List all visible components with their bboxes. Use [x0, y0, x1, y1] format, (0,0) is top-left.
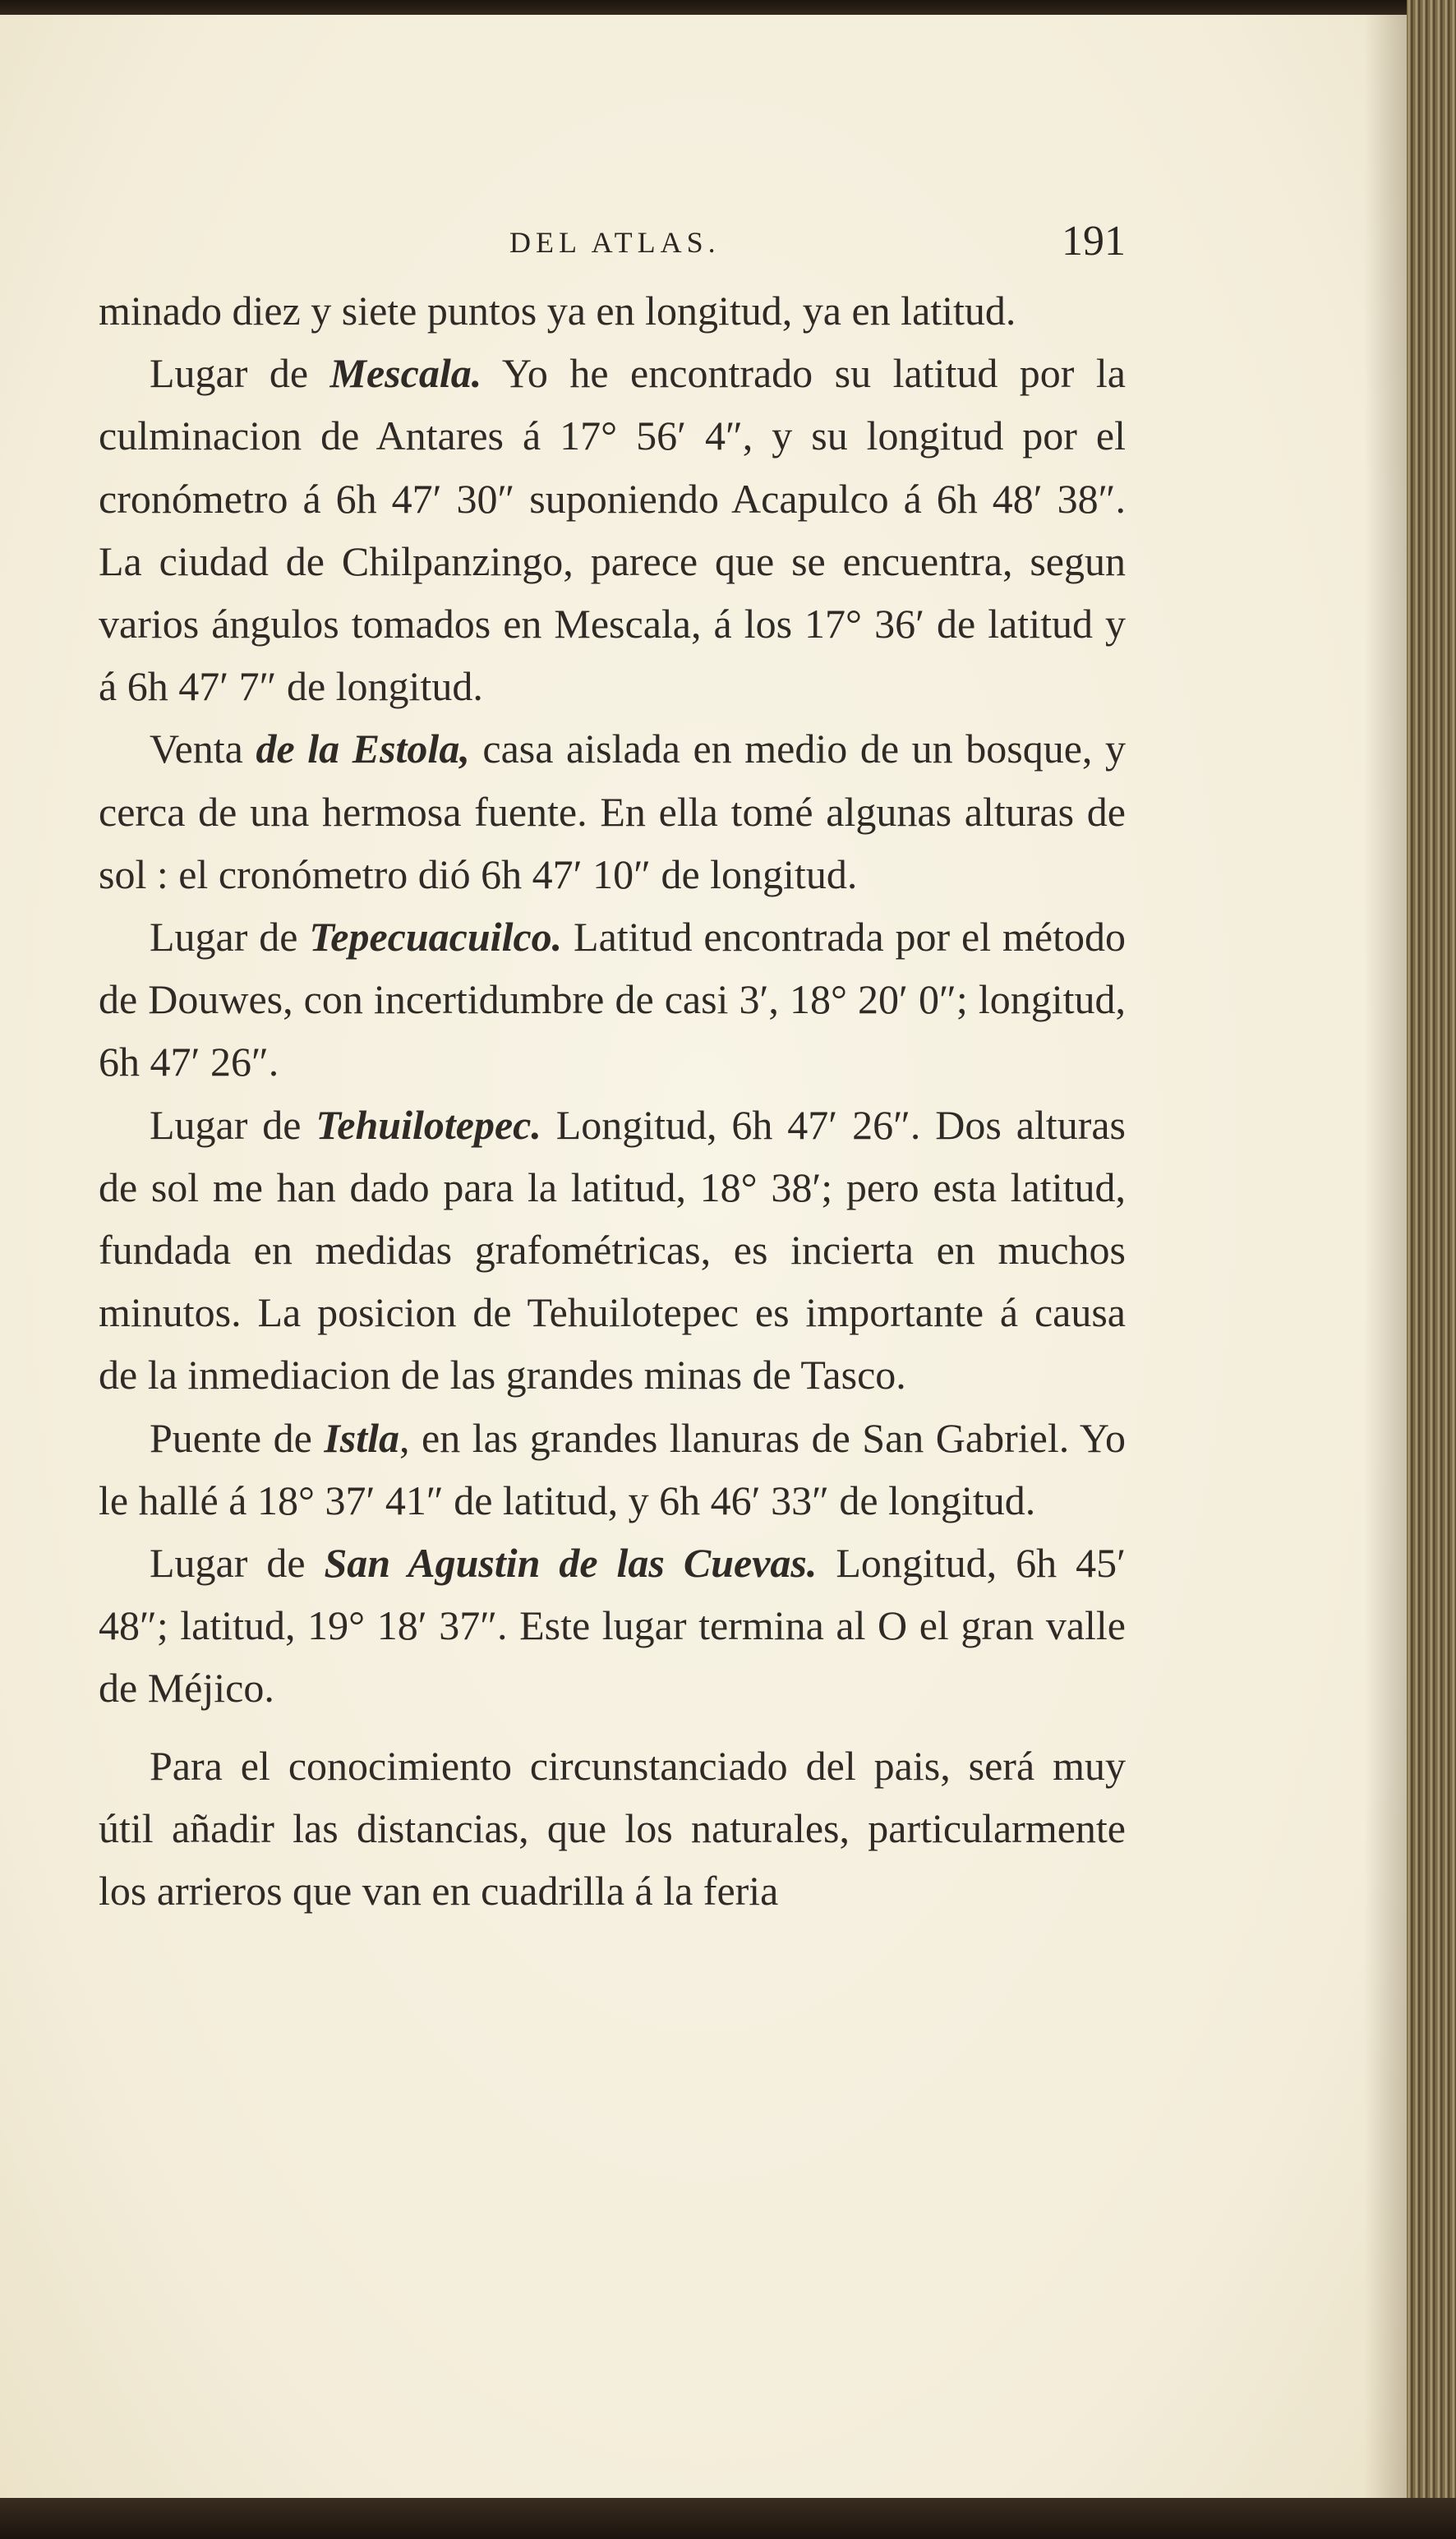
- paragraph: [99, 1532, 1126, 1720]
- paragraph: [99, 279, 1126, 342]
- paragraph-text: Para el conocimiento circunstanciado del pais, será muy útil añadir las distancias, que los naturales, particularmente los arrieros que van en cuadrilla á la feria: [99, 1742, 1126, 1915]
- paragraph-text: Yo he encontrado su latitud por la culminacion de Antares á 17° 56′ 4″, y su longitud por el cronómetro á 6h 47′ 30″ suponiendo Acapulco á 6h 48′ 38″. La ciudad de Chilpanzingo, parece que se encuentra, segun varios ángulos tomados en Mescala, á los 17° 36′ de latitud y á 6h 47′ 7″ de longitud.: [99, 350, 1126, 710]
- paragraph: [99, 342, 1126, 717]
- paragraph-text: Latitud encontrada por el método de Douwes, con incertidumbre de casi 3′, 18° 20′ 0″; longitud, 6h 47′ 26″.: [99, 914, 1126, 1085]
- paragraph-text: , en las grandes llanuras de San Gabriel. Yo le hallé á 18° 37′ 41″ de latitud, y 6h 46′ 33″ de longitud.: [99, 1414, 1126, 1523]
- place-name: Mescala.: [329, 350, 482, 397]
- paragraph-lead: Puente de: [150, 1414, 325, 1461]
- paragraph-lead: Lugar de: [150, 1540, 325, 1587]
- paragraph: [99, 1407, 1126, 1532]
- book-binding-edge: [1407, 0, 1456, 2539]
- paragraph-text: casa aislada en medio de un bosque, y cerca de una hermosa fuente. En ella tomé algunas alturas de sol : el cronómetro dió 6h 47′ 10″ de longitud.: [99, 726, 1126, 897]
- place-name: de la Estola,: [256, 726, 470, 772]
- paragraph-lead: Venta: [150, 726, 256, 772]
- page-gutter-shadow: [1364, 15, 1407, 2513]
- paragraph: [99, 717, 1126, 905]
- paragraph-text: minado diez y siete puntos ya en longitud, ya en latitud.: [99, 288, 1016, 334]
- book-bottom-edge: [0, 2498, 1456, 2539]
- body-text: [99, 279, 1126, 1922]
- paragraph: [99, 1094, 1126, 1407]
- place-name: Tepecuacuilco.: [309, 914, 563, 961]
- paragraph: [99, 905, 1126, 1094]
- paragraph-lead: Lugar de: [150, 350, 330, 397]
- place-name: Tehuilotepec.: [316, 1101, 541, 1148]
- paragraph-text: Longitud, 6h 47′ 26″. Dos alturas de sol me han dado para la latitud, 18° 38′; pero esta latitud, fundada en medidas grafométricas, es incierta en muchos minutos. La posicion de Tehuilotepec es importante á causa de la inmediacion de las grandes minas de Tasco.: [99, 1101, 1127, 1399]
- paragraph-text: Longitud, 6h 45′ 48″; latitud, 19° 18′ 37″. Este lugar termina al O el gran valle de Méjico.: [99, 1540, 1127, 1712]
- paragraph: [99, 1735, 1126, 1923]
- page-number: 191: [1062, 218, 1126, 265]
- page-header: [99, 220, 1126, 278]
- paragraph-lead: Lugar de: [150, 1101, 316, 1148]
- running-head: DEL ATLAS.: [509, 226, 721, 259]
- place-name: Istla: [324, 1414, 400, 1461]
- place-name: San Agustin de las Cuevas.: [324, 1540, 818, 1587]
- paragraph-lead: Lugar de: [150, 914, 310, 961]
